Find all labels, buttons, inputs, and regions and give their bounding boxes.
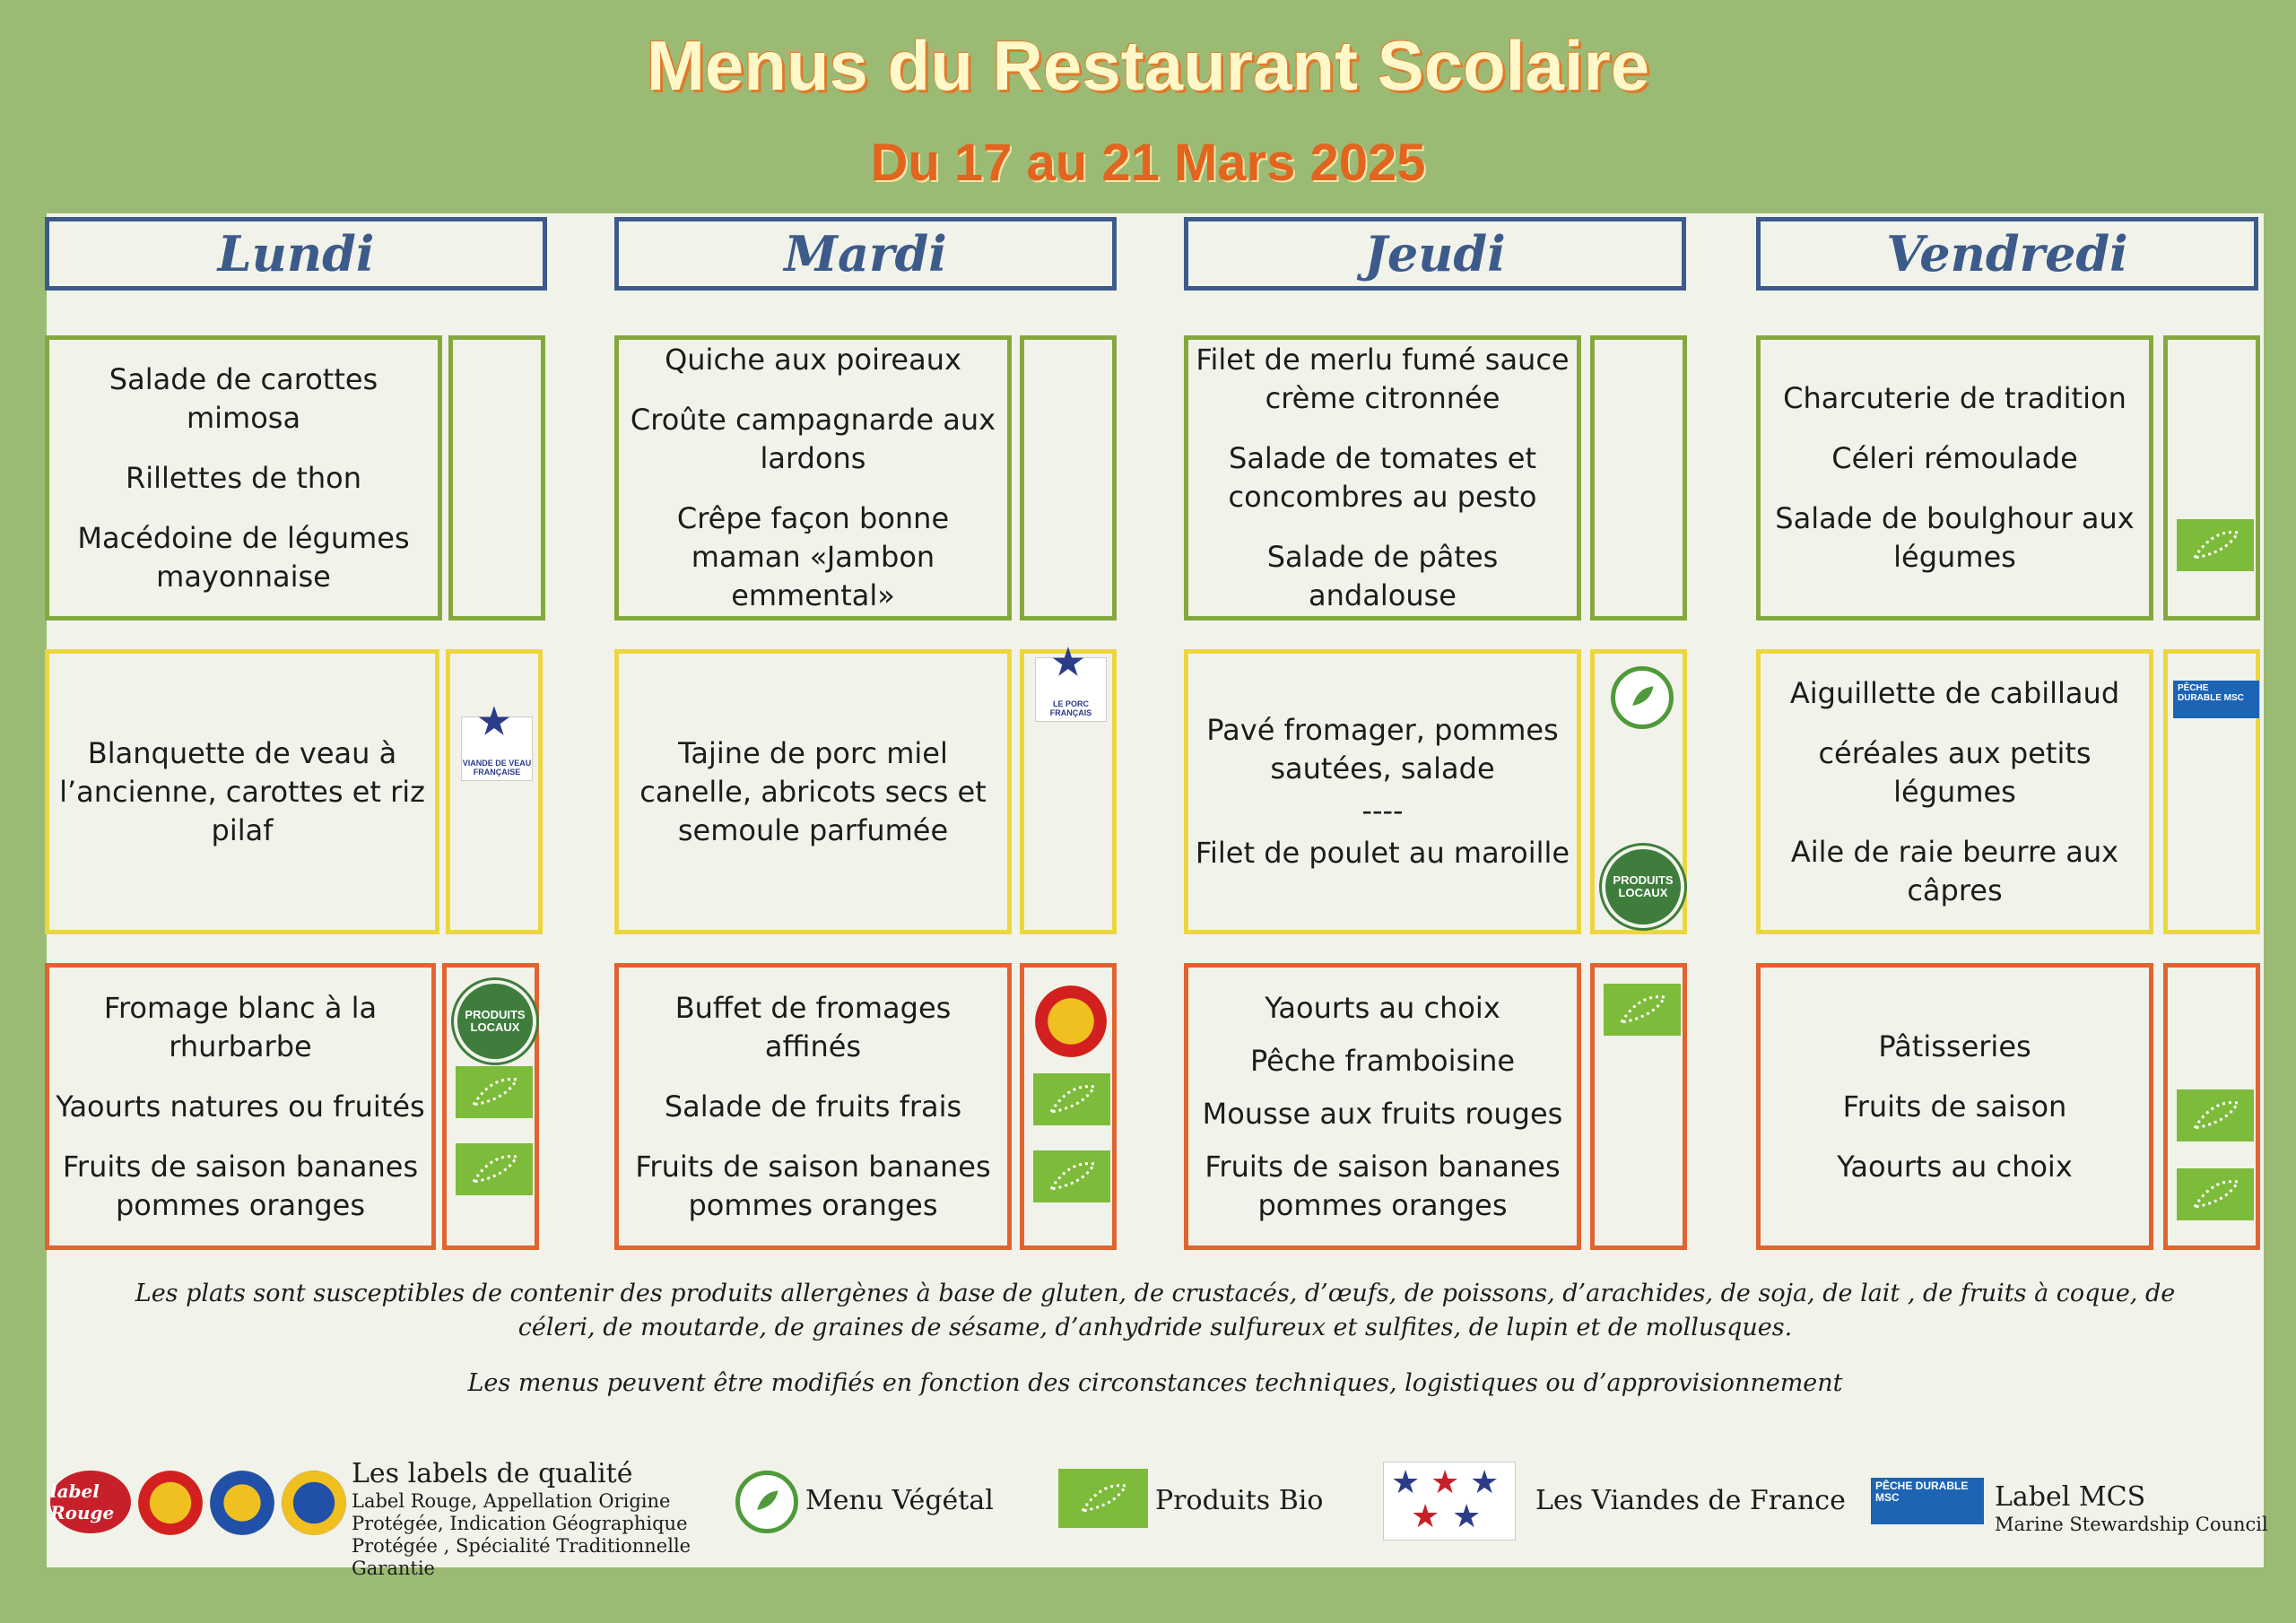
jeudi-starters: [1184, 335, 1581, 621]
aop-icon: [1035, 985, 1107, 1057]
legend-quality-detail: Label Rouge, Appellation Origine Protégée, Indication Géographique Protégée , Spécialité Traditionnelle Garantie: [352, 1490, 691, 1579]
day-header-jeudi: Jeudi: [1184, 217, 1686, 291]
vendredi-desserts: [1756, 963, 2153, 1250]
dish: Fruits de saison bananes pommes oranges: [635, 1149, 991, 1222]
dish: Fruits de saison bananes pommes oranges: [1205, 1149, 1561, 1222]
produits-locaux-icon: PRODUITS LOCAUX: [457, 984, 533, 1059]
dish: Salade de tomates et concombres au pesto: [1228, 441, 1537, 514]
lundi-starters-labels: [448, 335, 545, 621]
dish: Salade de pâtes andalouse: [1266, 540, 1499, 612]
menu-vegetal-icon: [735, 1471, 798, 1533]
dish: Céleri rémoulade: [1831, 441, 2078, 475]
mardi-starters-labels: [1020, 335, 1117, 621]
dish-separator: ----: [1361, 794, 1404, 828]
dish: Pavé fromager, pommes sautées, salade: [1206, 713, 1559, 785]
legend-msc-detail: Marine Stewardship Council: [1995, 1514, 2268, 1535]
bio-leaf-icon: [456, 1066, 533, 1118]
dish: Macédoine de légumes mayonnaise: [77, 520, 410, 594]
mardi-desserts-labels: [1020, 963, 1117, 1250]
dish: Yaourts au choix: [1265, 990, 1500, 1025]
vendredi-desserts-labels: [2163, 963, 2260, 1250]
msc-icon: PÊCHE DURABLE MSC: [2173, 681, 2259, 718]
dish: Salade de boulghour aux légumes: [1775, 501, 2135, 574]
mardi-desserts: [614, 963, 1012, 1250]
allergen-note: Les plats sont susceptibles de contenir des produits allergènes à base de gluten, de crustacés, d’œufs, de poissons, d’arachides, de soja, de lait , de fruits à coque, de céleri, de moutarde, de graines de sésame, d’anhydride sulfureux et sulfites, de lupin et de mollusques.: [135, 1280, 2176, 1341]
dish: Tajine de porc miel canelle, abricots secs et semoule parfumée: [639, 735, 987, 847]
msc-icon: PÊCHE DURABLE MSC: [1871, 1478, 1984, 1524]
dish: Crêpe façon bonne maman «Jambon emmental»: [676, 501, 950, 612]
lundi-desserts-labels: [442, 963, 539, 1250]
bio-leaf-icon: [2177, 519, 2254, 571]
bio-leaf-icon: [2177, 1089, 2254, 1141]
label-rouge-icon: label Rouge: [50, 1471, 131, 1533]
aop-icon: [138, 1471, 203, 1535]
dish: Mousse aux fruits rouges: [1202, 1096, 1563, 1131]
igp-icon: [210, 1471, 274, 1535]
vendredi-starters-labels: [2163, 335, 2260, 621]
dish: Salade de fruits frais: [664, 1089, 962, 1124]
lundi-mains: [45, 649, 439, 934]
jeudi-mains: [1184, 649, 1581, 934]
vendredi-mains: [1756, 649, 2153, 934]
day-header-mardi: Mardi: [614, 217, 1117, 291]
viandes-de-france-icon: ★ ★ ★ ★ ★: [1383, 1462, 1516, 1541]
jeudi-starters-labels: [1590, 335, 1687, 621]
dish: Filet de merlu fumé sauce crème citronnée: [1196, 343, 1570, 415]
dish: Pâtisseries: [1878, 1028, 2031, 1063]
dish: Croûte campagnarde aux lardons: [630, 403, 996, 475]
porc-francais-icon: ★ LE PORC FRANÇAIS: [1035, 657, 1107, 722]
legend-bio: Produits Bio: [1155, 1485, 1324, 1516]
day-header-lundi: Lundi: [45, 217, 547, 291]
dish: Fruits de saison: [1842, 1089, 2067, 1124]
dish: Pêche framboisine: [1249, 1043, 1516, 1078]
vendredi-starters: [1756, 335, 2153, 621]
bio-leaf-icon: [2177, 1168, 2254, 1220]
lundi-mains-labels: [446, 649, 543, 934]
menu-change-note: Les menus peuvent être modifiés en fonction des circonstances techniques, logistiques ou d’approvisionnement: [467, 1369, 1843, 1397]
date-range: Du 17 au 21 Mars 2025: [870, 134, 1426, 192]
bio-leaf-icon: [456, 1143, 533, 1195]
dish: Blanquette de veau à l’ancienne, carottes et riz pilaf: [59, 735, 425, 847]
legend-msc-title: Label MCS: [1995, 1481, 2146, 1513]
dish: Aiguillette de cabillaud: [1789, 675, 2120, 710]
vendredi-mains-labels: [2163, 649, 2260, 934]
dish: Yaourts natures ou fruités: [56, 1089, 425, 1124]
lundi-starters: [45, 335, 442, 621]
bio-leaf-icon: [1058, 1469, 1148, 1528]
dish: Rillettes de thon: [125, 460, 362, 495]
bio-leaf-icon: [1604, 984, 1681, 1036]
produits-locaux-icon: PRODUITS LOCAUX: [1605, 849, 1681, 924]
dish: Aile de raie beurre aux câpres: [1790, 834, 2119, 907]
legend-quality-title: Les labels de qualité: [352, 1458, 633, 1489]
lundi-desserts: [45, 963, 436, 1250]
page-title: Menus du Restaurant Scolaire: [646, 26, 1650, 105]
stg-icon: [282, 1471, 346, 1535]
dish: Filet de poulet au maroille: [1195, 836, 1570, 870]
mardi-mains-labels: [1020, 649, 1117, 934]
dish: céréales aux petits légumes: [1818, 735, 2092, 809]
dish: Fruits de saison bananes pommes oranges: [62, 1149, 419, 1222]
bio-leaf-icon: [1033, 1073, 1110, 1125]
dish: Charcuterie de tradition: [1783, 381, 2126, 415]
dish: Buffet de fromages affinés: [674, 990, 952, 1063]
dish: Quiche aux poireaux: [665, 343, 961, 377]
jeudi-desserts: [1184, 963, 1581, 1250]
mardi-mains: [614, 649, 1012, 934]
legend-vegetal: Menu Végétal: [805, 1485, 994, 1516]
dish: Fromage blanc à la rhurbarbe: [103, 990, 378, 1063]
dish: Yaourts au choix: [1837, 1149, 2073, 1184]
day-header-vendredi: Vendredi: [1756, 217, 2258, 291]
mardi-starters: [614, 335, 1012, 621]
jeudi-desserts-labels: [1590, 963, 1687, 1250]
dish: Salade de carottes mimosa: [109, 361, 378, 435]
legend-viandes: Les Viandes de France: [1535, 1485, 1846, 1516]
viande-francaise-icon: ★ VIANDE DE VEAU FRANÇAISE: [461, 716, 533, 781]
bio-leaf-icon: [1033, 1150, 1110, 1202]
menu-vegetal-icon: [1611, 666, 1674, 729]
jeudi-mains-labels: [1590, 649, 1687, 934]
